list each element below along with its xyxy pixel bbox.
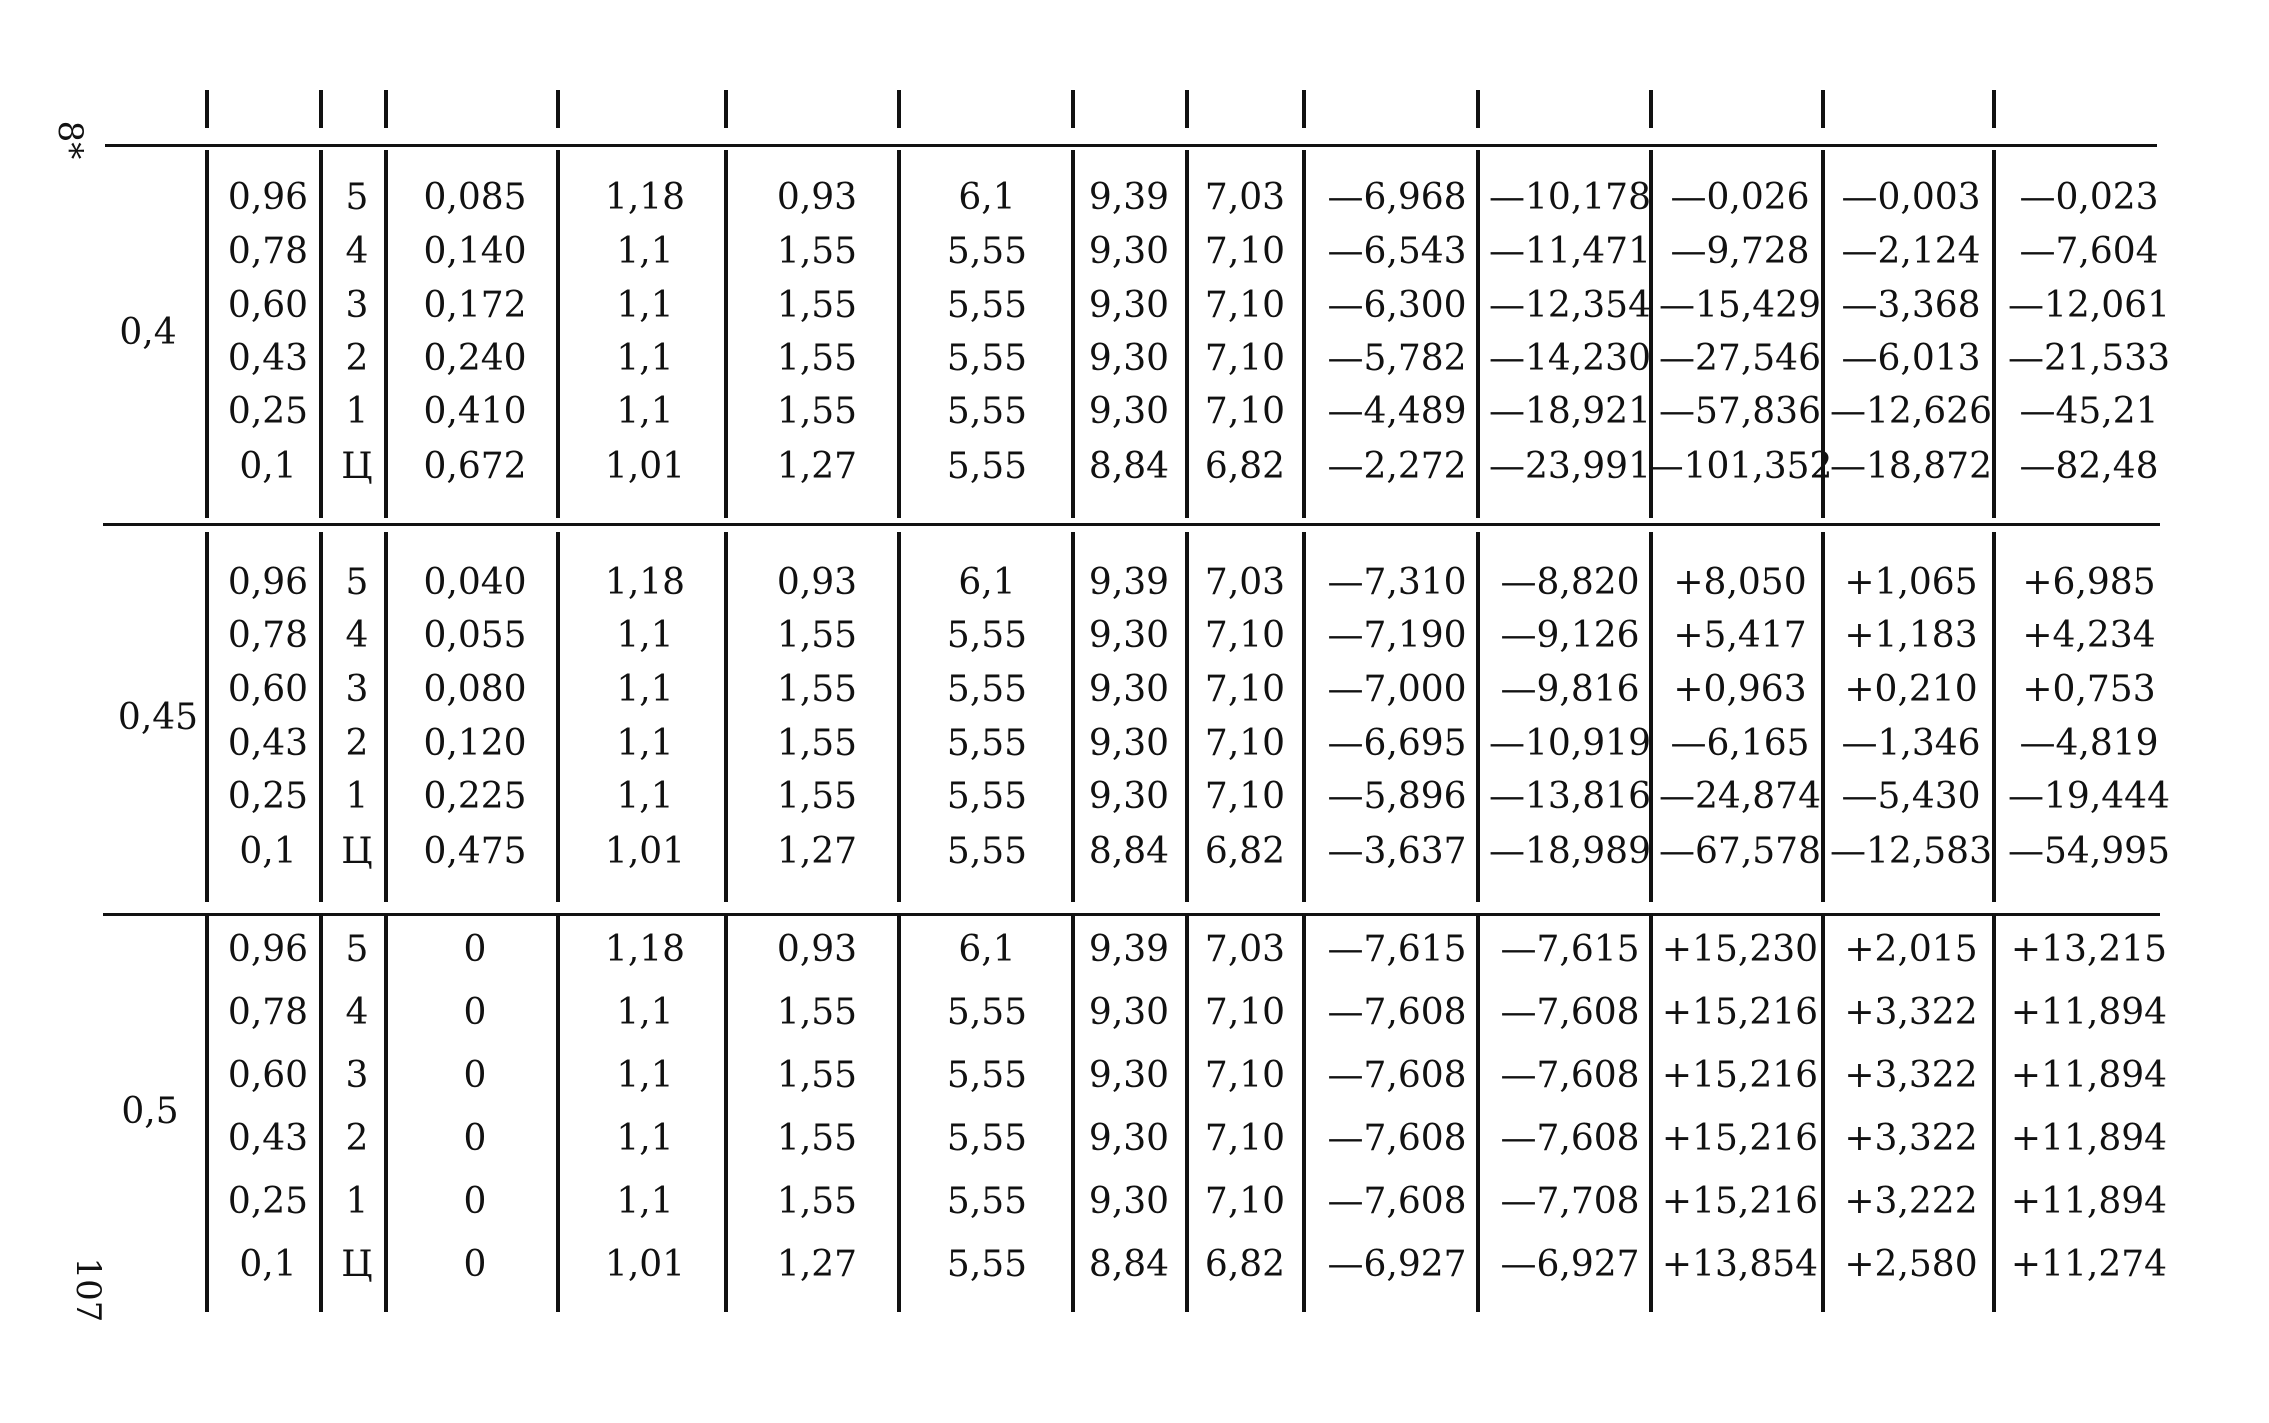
table-cell: 0,1	[239, 831, 297, 872]
column-rule-10-3	[1649, 915, 1653, 1312]
table-cell: +3,322	[1844, 992, 1978, 1033]
table-cell: +13,215	[2010, 929, 2168, 970]
table-cell: —6,927	[1500, 1244, 1640, 1285]
table-cell: 0,1	[239, 446, 297, 487]
column-rule-8-0	[1302, 90, 1306, 128]
table-cell: +15,216	[1661, 1055, 1819, 1096]
table-cell: 1,18	[604, 177, 686, 218]
table-cell: —7,608	[1500, 992, 1640, 1033]
table-cell: 0,080	[423, 669, 527, 710]
table-cell: —18,872	[1830, 446, 1992, 487]
table-cell: 5,55	[946, 1055, 1028, 1096]
table-cell: +15,216	[1661, 1181, 1819, 1222]
table-cell: 7,10	[1204, 669, 1286, 710]
column-rule-5-2	[897, 532, 901, 902]
table-cell: —7,708	[1500, 1181, 1640, 1222]
table-cell: 6,82	[1204, 831, 1286, 872]
table-cell: 1,55	[776, 776, 858, 817]
table-cell: —6,927	[1327, 1244, 1467, 1285]
horizontal-rule-0	[105, 144, 2157, 147]
table-cell: —3,637	[1327, 831, 1467, 872]
table-cell: 6,1	[958, 562, 1016, 603]
column-rule-1-3	[319, 915, 323, 1312]
table-cell: —2,272	[1327, 446, 1467, 487]
table-cell: —7,608	[1500, 1055, 1640, 1096]
column-rule-0-2	[205, 532, 209, 902]
column-rule-4-3	[724, 915, 728, 1312]
column-rule-12-2	[1992, 532, 1996, 902]
table-cell: 1	[345, 1181, 369, 1222]
table-cell: 5	[345, 562, 369, 603]
table-cell: 1,55	[776, 391, 858, 432]
table-cell: —18,989	[1489, 831, 1651, 872]
table-cell: 0,43	[227, 723, 309, 764]
column-rule-4-0	[724, 90, 728, 128]
table-cell: 0,085	[423, 177, 527, 218]
table-cell: —12,061	[2008, 285, 2170, 326]
table-cell: 7,10	[1204, 776, 1286, 817]
table-cell: +8,050	[1673, 562, 1807, 603]
table-cell: 1,55	[776, 1118, 858, 1159]
table-cell: 4	[345, 231, 369, 272]
table-cell: —7,310	[1327, 562, 1467, 603]
table-cell: 0,96	[227, 562, 309, 603]
table-cell: —7,608	[1327, 992, 1467, 1033]
column-rule-7-2	[1185, 532, 1189, 902]
table-cell: 5,55	[946, 338, 1028, 379]
table-cell: —4,819	[2019, 723, 2159, 764]
table-cell: +2,015	[1844, 929, 1978, 970]
table-cell: +1,183	[1844, 615, 1978, 656]
table-cell: —0,003	[1841, 177, 1981, 218]
table-cell: +15,216	[1661, 992, 1819, 1033]
table-cell: —7,608	[1500, 1118, 1640, 1159]
table-cell: 7,10	[1204, 231, 1286, 272]
table-cell: 1,55	[776, 1055, 858, 1096]
table-cell: +13,854	[1661, 1244, 1819, 1285]
table-cell: 9,30	[1088, 231, 1170, 272]
table-cell: 7,10	[1204, 723, 1286, 764]
table-cell: 5,55	[946, 831, 1028, 872]
table-cell: —6,013	[1841, 338, 1981, 379]
table-cell: 1,1	[616, 1181, 674, 1222]
table-cell: 7,10	[1204, 615, 1286, 656]
table-cell: —5,782	[1327, 338, 1467, 379]
table-cell: —9,126	[1500, 615, 1640, 656]
table-cell: 1,1	[616, 338, 674, 379]
table-cell: 3	[345, 1055, 369, 1096]
table-cell: 0,93	[776, 177, 858, 218]
table-cell: 1,1	[616, 723, 674, 764]
table-cell: 1,55	[776, 1181, 858, 1222]
table-cell: —24,874	[1659, 776, 1821, 817]
table-cell: 1,55	[776, 992, 858, 1033]
table-cell: —0,023	[2019, 177, 2159, 218]
column-rule-5-3	[897, 915, 901, 1312]
table-cell: 7,03	[1204, 562, 1286, 603]
table-cell: Ц	[341, 1244, 373, 1285]
table-cell: 0,93	[776, 929, 858, 970]
column-rule-12-0	[1992, 90, 1996, 128]
column-rule-11-0	[1821, 90, 1825, 128]
table-cell: 1,27	[776, 1244, 858, 1285]
table-cell: 0,43	[227, 1118, 309, 1159]
column-rule-11-2	[1821, 532, 1825, 902]
group-label: 0,4	[119, 312, 177, 353]
table-cell: 1,1	[616, 992, 674, 1033]
column-rule-11-3	[1821, 915, 1825, 1312]
table-cell: +11,894	[2010, 1181, 2168, 1222]
table-cell: 0,78	[227, 992, 309, 1033]
table-cell: —6,695	[1327, 723, 1467, 764]
table-cell: 5	[345, 177, 369, 218]
column-rule-6-1	[1071, 150, 1075, 518]
table-cell: 0,25	[227, 776, 309, 817]
table-cell: +15,216	[1661, 1118, 1819, 1159]
table-cell: 7,10	[1204, 992, 1286, 1033]
column-rule-3-2	[556, 532, 560, 902]
column-rule-7-3	[1185, 915, 1189, 1312]
table-cell: 1,01	[604, 446, 686, 487]
table-cell: —101,352	[1647, 446, 1833, 487]
column-rule-3-1	[556, 150, 560, 518]
table-cell: 1,55	[776, 669, 858, 710]
group-label: 0,5	[121, 1091, 179, 1132]
table-cell: 0,040	[423, 562, 527, 603]
column-rule-5-1	[897, 150, 901, 518]
table-cell: 5,55	[946, 615, 1028, 656]
table-cell: +3,322	[1844, 1055, 1978, 1096]
table-cell: 7,10	[1204, 1181, 1286, 1222]
table-cell: 0,78	[227, 231, 309, 272]
table-cell: —7,615	[1327, 929, 1467, 970]
table-cell: 5,55	[946, 231, 1028, 272]
table-cell: —45,21	[2019, 391, 2159, 432]
table-cell: —7,615	[1500, 929, 1640, 970]
table-cell: 9,30	[1088, 723, 1170, 764]
column-rule-2-2	[384, 532, 388, 902]
table-cell: 0,172	[423, 285, 527, 326]
group-label: 0,45	[117, 697, 199, 738]
table-cell: 6,1	[958, 177, 1016, 218]
table-cell: 1,1	[616, 776, 674, 817]
table-cell: 9,30	[1088, 1118, 1170, 1159]
table-cell: 1,55	[776, 615, 858, 656]
table-cell: —7,608	[1327, 1118, 1467, 1159]
table-cell: 1,01	[604, 1244, 686, 1285]
column-rule-8-3	[1302, 915, 1306, 1312]
column-rule-8-1	[1302, 150, 1306, 518]
table-cell: 6,1	[958, 929, 1016, 970]
column-rule-1-1	[319, 150, 323, 518]
table-cell: —7,608	[1327, 1055, 1467, 1096]
table-cell: 1,18	[604, 562, 686, 603]
table-cell: +0,963	[1673, 669, 1807, 710]
table-cell: +5,417	[1673, 615, 1807, 656]
table-cell: —7,000	[1327, 669, 1467, 710]
table-cell: —7,604	[2019, 231, 2159, 272]
table-cell: Ц	[341, 831, 373, 872]
table-cell: —11,471	[1489, 231, 1651, 272]
table-cell: 0,240	[423, 338, 527, 379]
table-cell: +0,210	[1844, 669, 1978, 710]
table-cell: 9,30	[1088, 615, 1170, 656]
table-cell: —18,921	[1489, 391, 1651, 432]
table-cell: —54,995	[2008, 831, 2170, 872]
table-cell: 8,84	[1088, 1244, 1170, 1285]
table-cell: —6,300	[1327, 285, 1467, 326]
column-rule-12-1	[1992, 150, 1996, 518]
column-rule-9-3	[1476, 915, 1480, 1312]
table-cell: —6,543	[1327, 231, 1467, 272]
column-rule-9-1	[1476, 150, 1480, 518]
table-cell: 0,96	[227, 929, 309, 970]
table-cell: +15,230	[1661, 929, 1819, 970]
table-cell: 0,225	[423, 776, 527, 817]
table-cell: 0,43	[227, 338, 309, 379]
table-cell: 5,55	[946, 285, 1028, 326]
table-cell: —57,836	[1659, 391, 1821, 432]
table-cell: 9,30	[1088, 285, 1170, 326]
table-cell: +4,234	[2022, 615, 2156, 656]
table-cell: —7,190	[1327, 615, 1467, 656]
column-rule-6-2	[1071, 532, 1075, 902]
table-cell: 0,055	[423, 615, 527, 656]
table-cell: 2	[345, 1118, 369, 1159]
table-cell: —67,578	[1659, 831, 1821, 872]
table-cell: 9,39	[1088, 929, 1170, 970]
table-cell: —3,368	[1841, 285, 1981, 326]
table-cell: 9,39	[1088, 177, 1170, 218]
table-cell: 1,1	[616, 1118, 674, 1159]
column-rule-5-0	[897, 90, 901, 128]
table-cell: 5	[345, 929, 369, 970]
table-cell: +11,894	[2010, 992, 2168, 1033]
column-rule-7-0	[1185, 90, 1189, 128]
column-rule-0-1	[205, 150, 209, 518]
table-cell: 7,10	[1204, 338, 1286, 379]
table-cell: 4	[345, 615, 369, 656]
table-cell: 1,18	[604, 929, 686, 970]
table-cell: 7,10	[1204, 285, 1286, 326]
table-cell: 0,96	[227, 177, 309, 218]
column-rule-0-0	[205, 90, 209, 128]
table-cell: 0	[463, 1118, 487, 1159]
table-cell: 1,1	[616, 231, 674, 272]
table-cell: +3,322	[1844, 1118, 1978, 1159]
table-cell: 0,60	[227, 1055, 309, 1096]
table-cell: —10,178	[1489, 177, 1651, 218]
page-number: 107	[68, 1257, 108, 1323]
column-rule-4-1	[724, 150, 728, 518]
table-cell: 0,120	[423, 723, 527, 764]
table-cell: +6,985	[2022, 562, 2156, 603]
column-rule-12-3	[1992, 915, 1996, 1312]
table-cell: 0,410	[423, 391, 527, 432]
table-cell: 7,03	[1204, 929, 1286, 970]
table-cell: 1	[345, 391, 369, 432]
table-cell: 9,30	[1088, 776, 1170, 817]
table-cell: 0	[463, 992, 487, 1033]
table-cell: —9,728	[1670, 231, 1810, 272]
table-cell: 9,30	[1088, 391, 1170, 432]
table-cell: 9,39	[1088, 562, 1170, 603]
column-rule-0-3	[205, 915, 209, 1312]
table-cell: —1,346	[1841, 723, 1981, 764]
table-cell: 1,27	[776, 446, 858, 487]
table-cell: 5,55	[946, 992, 1028, 1033]
table-cell: 1,01	[604, 831, 686, 872]
table-cell: —19,444	[2008, 776, 2170, 817]
table-cell: +2,580	[1844, 1244, 1978, 1285]
column-rule-1-2	[319, 532, 323, 902]
table-cell: 9,30	[1088, 338, 1170, 379]
column-rule-3-3	[556, 915, 560, 1312]
table-cell: 5,55	[946, 669, 1028, 710]
table-cell: 5,55	[946, 391, 1028, 432]
table-cell: 1,1	[616, 285, 674, 326]
table-cell: 2	[345, 723, 369, 764]
table-cell: —8,820	[1500, 562, 1640, 603]
table-cell: —9,816	[1500, 669, 1640, 710]
table-cell: 0,25	[227, 1181, 309, 1222]
table-cell: +11,274	[2010, 1244, 2168, 1285]
table-cell: +1,065	[1844, 562, 1978, 603]
table-cell: —13,816	[1489, 776, 1651, 817]
table-cell: 0,60	[227, 285, 309, 326]
horizontal-rule-1	[103, 523, 2160, 526]
table-cell: 0,60	[227, 669, 309, 710]
table-cell: 0,672	[423, 446, 527, 487]
column-rule-6-3	[1071, 915, 1075, 1312]
table-cell: 5,55	[946, 1118, 1028, 1159]
table-cell: 9,30	[1088, 992, 1170, 1033]
table-cell: +11,894	[2010, 1055, 2168, 1096]
table-cell: 5,55	[946, 723, 1028, 764]
table-cell: —0,026	[1670, 177, 1810, 218]
table-cell: —15,429	[1659, 285, 1821, 326]
table-cell: 3	[345, 669, 369, 710]
table-cell: —5,430	[1841, 776, 1981, 817]
column-rule-7-1	[1185, 150, 1189, 518]
table-cell: —27,546	[1659, 338, 1821, 379]
table-cell: 4	[345, 992, 369, 1033]
table-cell: —12,583	[1830, 831, 1992, 872]
column-rule-9-2	[1476, 532, 1480, 902]
table-cell: 6,82	[1204, 1244, 1286, 1285]
table-cell: —7,608	[1327, 1181, 1467, 1222]
table-cell: 0,25	[227, 391, 309, 432]
column-rule-1-0	[319, 90, 323, 128]
table-cell: 0,78	[227, 615, 309, 656]
table-cell: +11,894	[2010, 1118, 2168, 1159]
table-cell: —10,919	[1489, 723, 1651, 764]
table-cell: 2	[345, 338, 369, 379]
table-cell: 7,03	[1204, 177, 1286, 218]
table-cell: +3,222	[1844, 1181, 1978, 1222]
table-cell: —14,230	[1489, 338, 1651, 379]
table-cell: 1,55	[776, 723, 858, 764]
table-cell: 8,84	[1088, 831, 1170, 872]
table-cell: 6,82	[1204, 446, 1286, 487]
table-cell: —21,533	[2008, 338, 2170, 379]
table-cell: 9,30	[1088, 669, 1170, 710]
table-cell: —2,124	[1841, 231, 1981, 272]
table-cell: 5,55	[946, 1244, 1028, 1285]
table-cell: 0	[463, 1181, 487, 1222]
table-cell: 9,30	[1088, 1181, 1170, 1222]
table-cell: 1,55	[776, 338, 858, 379]
table-cell: 1,1	[616, 669, 674, 710]
table-cell: —12,626	[1830, 391, 1992, 432]
table-cell: 1,1	[616, 391, 674, 432]
table-cell: 0,1	[239, 1244, 297, 1285]
table-cell: 0	[463, 1244, 487, 1285]
table-cell: —12,354	[1489, 285, 1651, 326]
table-cell: 0,93	[776, 562, 858, 603]
table-cell: 0	[463, 929, 487, 970]
table-cell: 5,55	[946, 446, 1028, 487]
column-rule-4-2	[724, 532, 728, 902]
column-rule-10-0	[1649, 90, 1653, 128]
table-cell: —6,165	[1670, 723, 1810, 764]
column-rule-6-0	[1071, 90, 1075, 128]
table-cell: 0	[463, 1055, 487, 1096]
table-cell: 0,140	[423, 231, 527, 272]
table-cell: 7,10	[1204, 1118, 1286, 1159]
column-rule-9-0	[1476, 90, 1480, 128]
column-rule-2-3	[384, 915, 388, 1312]
table-cell: 1,55	[776, 285, 858, 326]
table-cell: 1	[345, 776, 369, 817]
column-rule-2-1	[384, 150, 388, 518]
column-rule-8-2	[1302, 532, 1306, 902]
column-rule-3-0	[556, 90, 560, 128]
table-cell: —23,991	[1489, 446, 1651, 487]
table-cell: 3	[345, 285, 369, 326]
table-cell: 1,27	[776, 831, 858, 872]
column-rule-2-0	[384, 90, 388, 128]
table-cell: —6,968	[1327, 177, 1467, 218]
horizontal-rule-2	[103, 913, 2160, 916]
table-cell: +0,753	[2022, 669, 2156, 710]
table-cell: 9,30	[1088, 1055, 1170, 1096]
table-cell: 7,10	[1204, 391, 1286, 432]
table-cell: 5,55	[946, 1181, 1028, 1222]
table-cell: —4,489	[1327, 391, 1467, 432]
table-cell: 5,55	[946, 776, 1028, 817]
table-cell: 1,1	[616, 615, 674, 656]
table-cell: Ц	[341, 446, 373, 487]
table-cell: 1,55	[776, 231, 858, 272]
table-cell: 0,475	[423, 831, 527, 872]
table-cell: —82,48	[2019, 446, 2159, 487]
table-cell: —5,896	[1327, 776, 1467, 817]
sheet-signature-mark: 8*	[50, 120, 90, 160]
table-cell: 7,10	[1204, 1055, 1286, 1096]
table-cell: 1,1	[616, 1055, 674, 1096]
table-cell: 8,84	[1088, 446, 1170, 487]
